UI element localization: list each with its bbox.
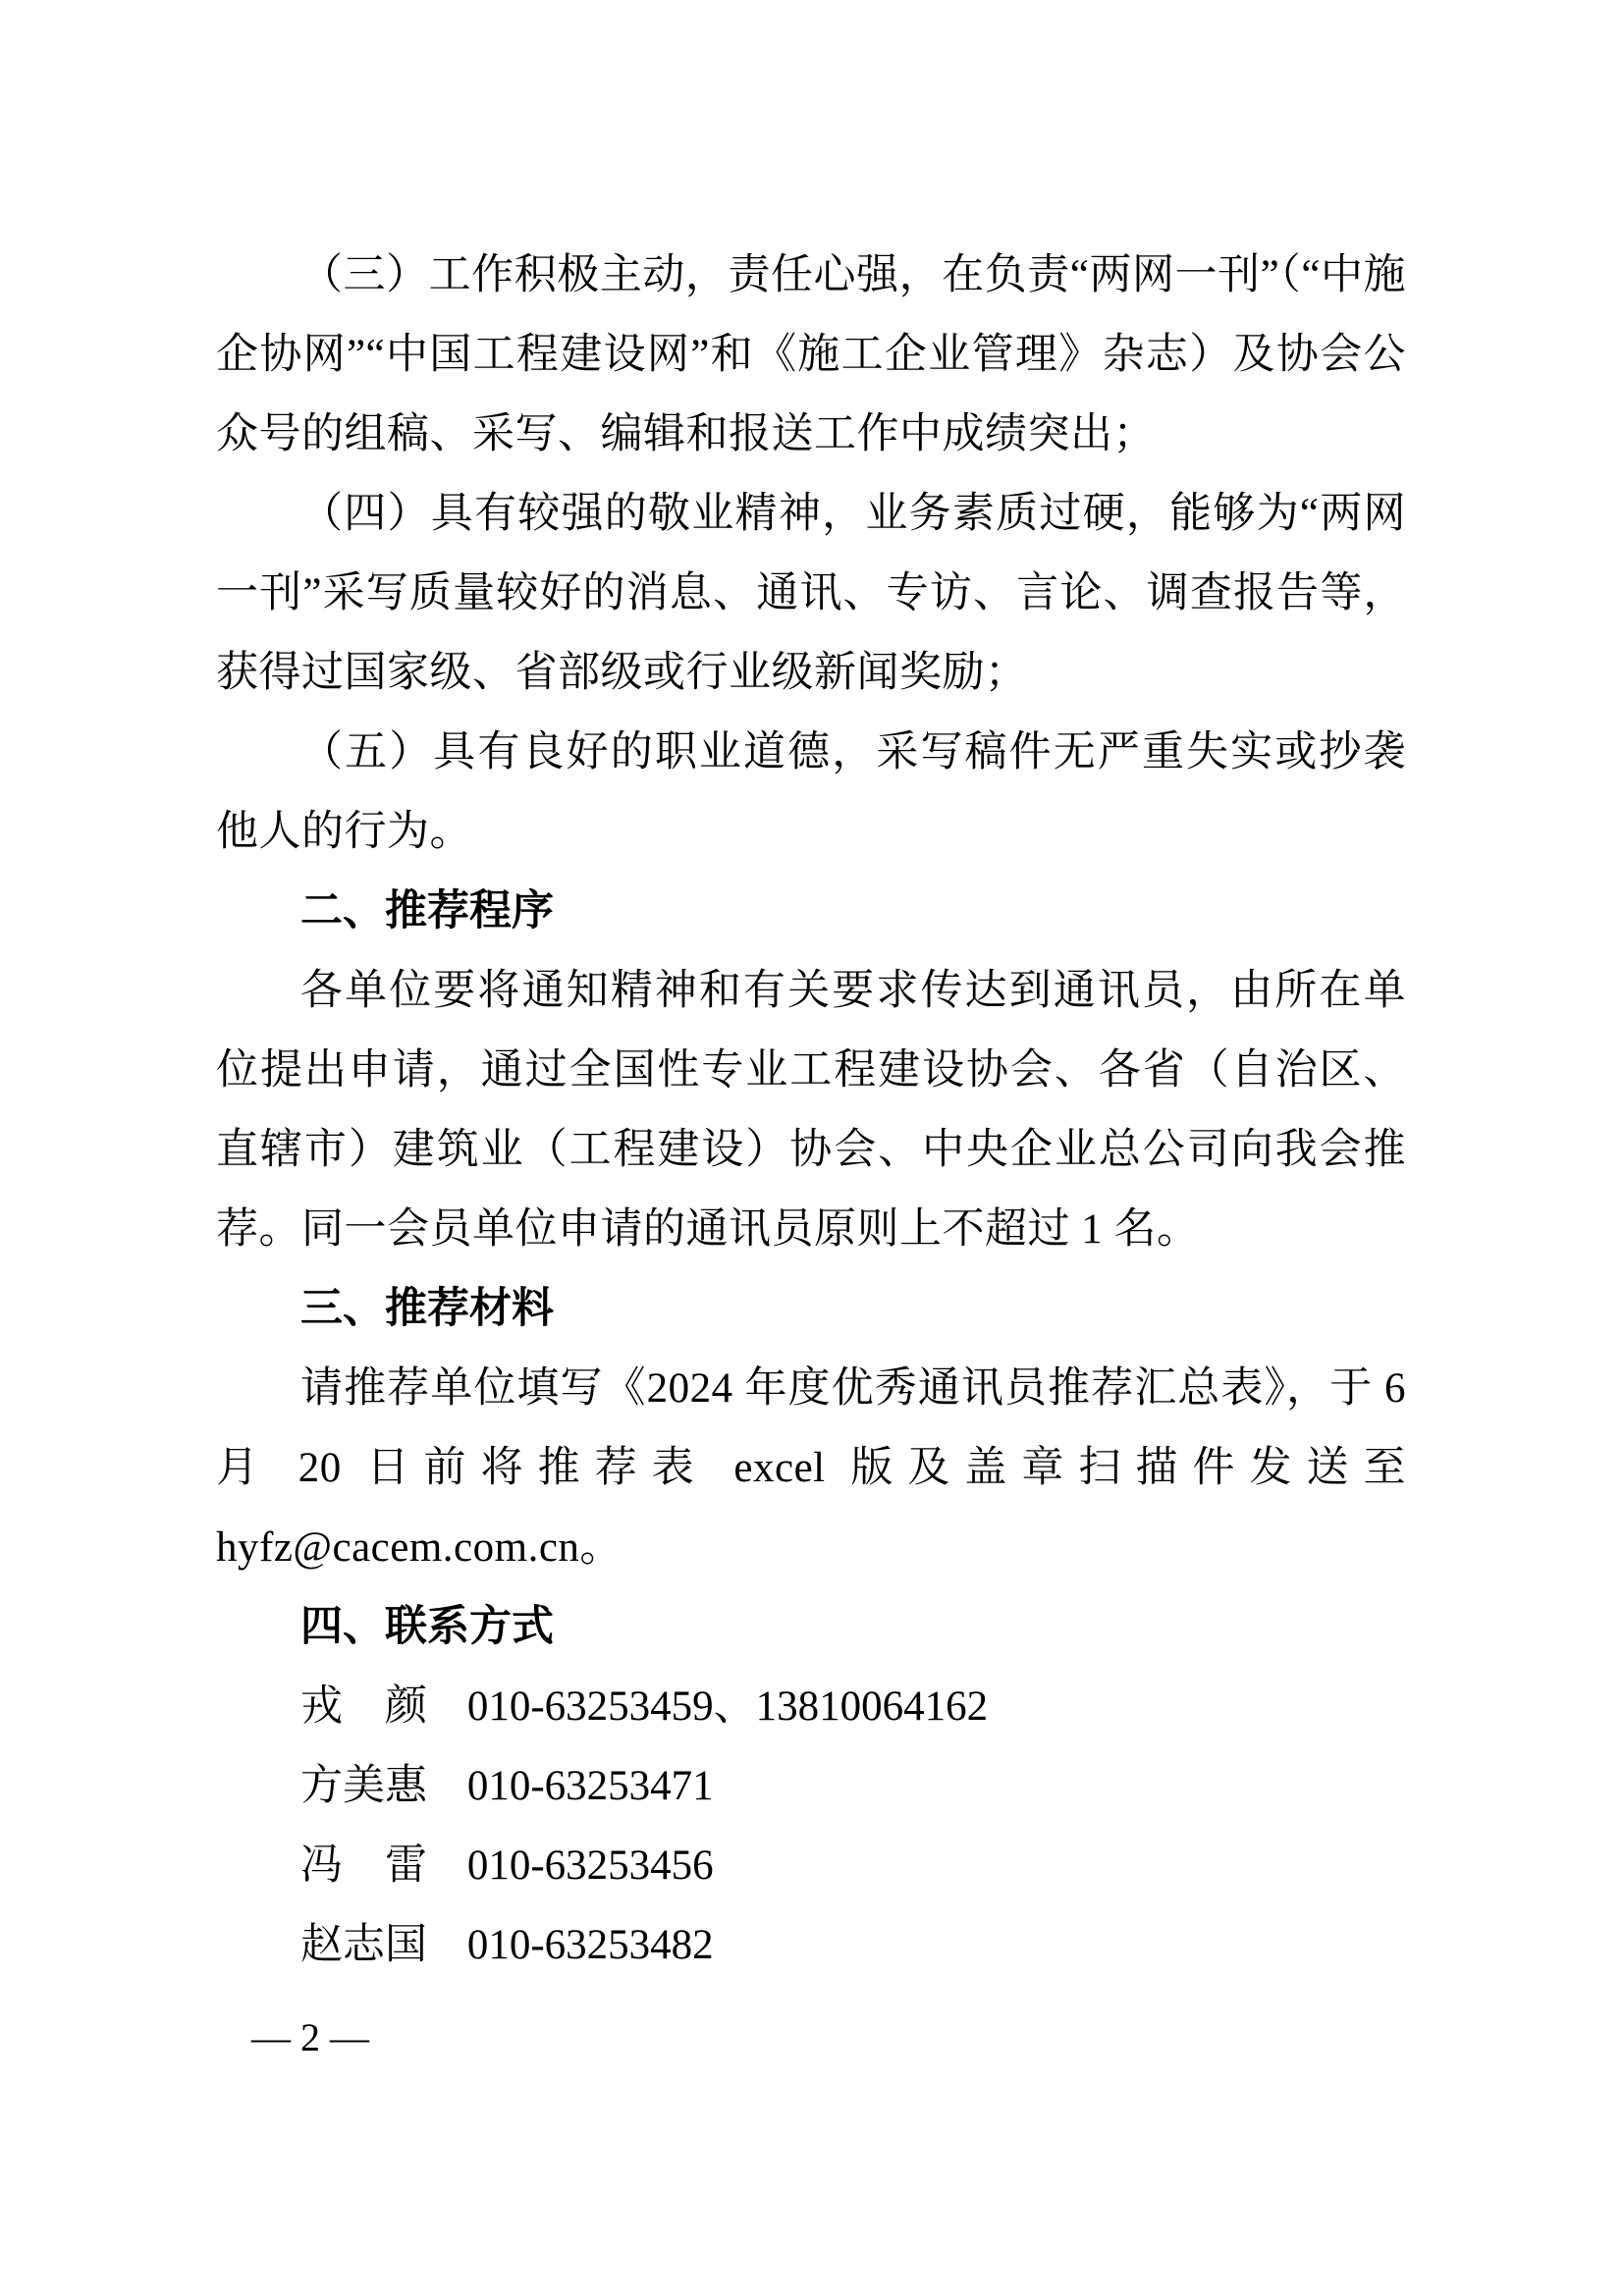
materials-text: 请推荐单位填写《2024 年度优秀通讯员推荐汇总表》，于 6 月 20 日前将推荐表 excel 版及盖章扫描件发送至 bbox=[216, 1365, 1406, 1491]
page-number: — 2 — bbox=[251, 2015, 369, 2059]
paragraph-materials bbox=[216, 1349, 1406, 1587]
section-heading-contacts: 四、联系方式 bbox=[300, 1603, 554, 1650]
paragraph-procedure: 各单位要将通知精神和有关要求传达到通讯员，由所在单位提出申请，通过全国性专业工程建设协会、各省（自治区、直辖市）建筑业（工程建设）协会、中央企业总公司向我会推荐。同一会员单位申请的通讯员原则上不超过 1 名。 bbox=[216, 968, 1406, 1253]
contact-phone: 010-63253471 bbox=[466, 1763, 714, 1809]
contact-phone: 010-63253459、13810064162 bbox=[466, 1683, 989, 1730]
document-body bbox=[216, 236, 1406, 1985]
contact-name: 冯 雷 bbox=[300, 1842, 427, 1889]
section-heading-procedure: 二、推荐程序 bbox=[300, 887, 554, 934]
section-heading-materials: 三、推荐材料 bbox=[300, 1285, 554, 1332]
contact-name: 赵志国 bbox=[300, 1922, 427, 1968]
paragraph-criteria-4: （四）具有较强的敬业精神，业务素质过硬，能够为“两网一刊”采写质量较好的消息、通讯、专访、言论、调查报告等，获得过国家级、省部级或行业级新闻奖励； bbox=[216, 491, 1406, 696]
contact-row bbox=[216, 1746, 1406, 1826]
materials-text-end: 。 bbox=[579, 1524, 623, 1571]
paragraph-criteria-3: （三）工作积极主动，责任心强，在负责“两网一刊”（“中施企协网”“中国工程建设网”和《施工企业管理》杂志）及协会公众号的组稿、采写、编辑和报送工作中成绩突出； bbox=[216, 252, 1406, 457]
contact-row bbox=[216, 1905, 1406, 1985]
contact-row bbox=[216, 1667, 1406, 1746]
contact-phone: 010-63253456 bbox=[466, 1842, 714, 1889]
contact-phone: 010-63253482 bbox=[466, 1922, 714, 1968]
contact-row bbox=[216, 1826, 1406, 1905]
email-address: hyfz@cacem.com.cn bbox=[216, 1524, 580, 1571]
paragraph-criteria-5: （五）具有良好的职业道德，采写稿件无严重失实或抄袭他人的行为。 bbox=[216, 729, 1406, 855]
contact-name: 戎 颜 bbox=[300, 1683, 427, 1730]
contact-name: 方美惠 bbox=[300, 1763, 427, 1809]
